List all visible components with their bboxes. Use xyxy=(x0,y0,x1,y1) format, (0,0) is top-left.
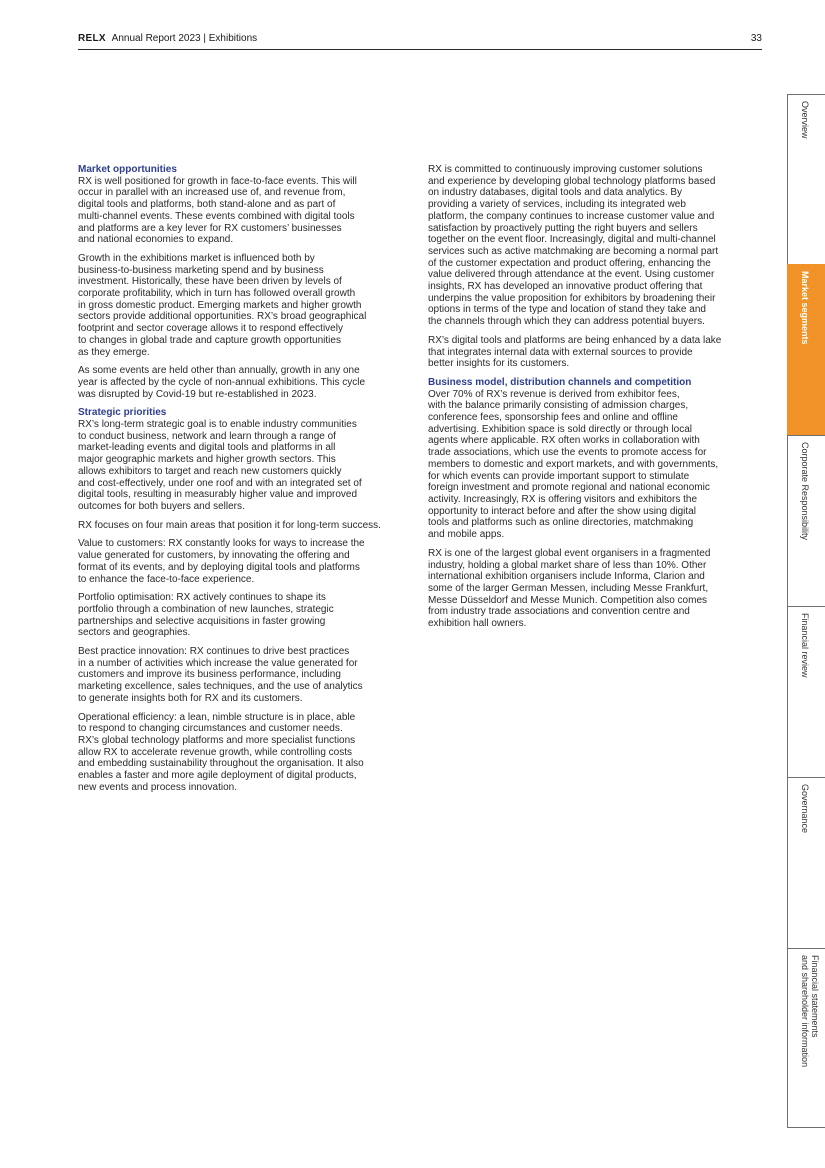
brand-name: RELX xyxy=(78,33,106,44)
market-paragraph-3: As some events are held other than annually, growth in any one year is affected by the cycle of non-annual exhibitions. This cycle was disrupted by Covid-19 but re-established in 2023. xyxy=(78,365,366,400)
section-tabs xyxy=(787,94,825,1128)
strategic-paragraph-2: RX focuses on four main areas that position it for long-term success. xyxy=(78,519,381,531)
tab-governance-label: Governance xyxy=(800,784,810,834)
tab-financial-statements-label: Financial statements and shareholder information xyxy=(800,955,820,1068)
customer-solutions-paragraph: RX is committed to continuously improving customer solutions and experience by developing global technology platforms based on industry databases, digital tools and data analytics. By providing a variety of services, including its integrated web platform, the company continues to increase customer value and satisfaction by proactively putting the right buyers and sellers together on the event floor. Increasingly, digital and multi-channel services such as active matchmaking are becoming a normal part of the customer expectation and product offering, enhancing the value delivered through attendance at the event. Using customer insights, RX has developed an innovative product offering that underpins the value proposition for exhibitors by broadening their options in terms of the type and location of stand they take and the channels through which they can address potential buyers. xyxy=(428,164,719,328)
page-number: 33 xyxy=(750,33,762,44)
tab-overview[interactable] xyxy=(787,94,825,264)
market-paragraph-1: RX is well positioned for growth in face-to-face events. This will occur in parallel with an increased use of, and revenue from, digital tools and platforms, both stand-alone and as part of multi-channel events. These events combined with digital tools and platforms are a key lever for RX customers’ businesses and national economies to expand. xyxy=(78,175,357,246)
strategic-paragraph-6: Operational efficiency: a lean, nimble structure is in place, able to respond to changing circumstances and customer needs. RX’s global technology platforms and more specialist functions allow RX to accelerate revenue growth, while controlling costs and embedding sustainability throughout the organisation. It also enables a faster and more agile deployment of digital products, new events and process innovation. xyxy=(78,711,364,793)
market-paragraph-2: Growth in the exhibitions market is influenced both by business-to-business marketing spend and by business investment. Historically, these have been driven by levels of corporate profitability, which in turn has followed overall growth in gross domestic product. Emerging markets and higher growth sectors provide additional opportunities. RX’s broad geographical footprint and sector coverage allows it to respond effectively to changes in global trade and capture growth opportunities as they emerge. xyxy=(78,252,367,358)
tab-financial-review-label: Financial review xyxy=(800,613,810,678)
strategic-priorities-heading: Strategic priorities xyxy=(78,407,167,419)
data-lake-paragraph: RX’s digital tools and platforms are being enhanced by a data lake that integrates internal data with external sources to provide better insights for its customers. xyxy=(428,334,722,370)
strategic-paragraph-3: Value to customers: RX constantly looks for ways to increase the value generated for customers, by innovating the offering and format of its events, and by deploying digital tools and platforms to enhance the face-to-face experience. xyxy=(78,538,365,585)
tab-financial-review[interactable] xyxy=(787,606,825,777)
strategic-paragraph-4: Portfolio optimisation: RX actively continues to shape its portfolio through a combination of new launches, strategic partnerships and selective acquisitions in faster growing sectors and geographies. xyxy=(78,592,334,639)
right-column xyxy=(428,164,764,637)
market-opportunities-heading: Market opportunities xyxy=(78,164,177,175)
tab-financial-statements[interactable] xyxy=(787,948,825,1128)
business-model-heading: Business model, distribution channels and competition xyxy=(428,376,692,388)
tab-corporate-responsibility-label: Corporate Responsibility xyxy=(800,442,810,541)
tab-overview-label: Overview xyxy=(800,101,810,139)
tab-governance[interactable] xyxy=(787,777,825,948)
tab-corporate-responsibility[interactable] xyxy=(787,435,825,606)
header-divider xyxy=(78,49,762,50)
business-paragraph-1: Over 70% of RX’s revenue is derived from exhibitor fees, with the balance primarily consisting of admission charges, conference fees, sponsorship fees and online and offline advertising. Exhibition space is sold directly or through local agents where applicable. RX often works in collaboration with trade associations, which use the events to promote access for members to domestic and export markets, and with governments, for which events can provide important support to stimulate foreign investment and promote regional and national economic activity. Increasingly, RX is offering visitors and exhibitors the opportunity to interact before and after the show using digital tools and platforms such as online directories, matchmaking and mobile apps. xyxy=(428,388,719,541)
tab-market-segments[interactable] xyxy=(787,264,825,435)
left-column xyxy=(78,164,411,800)
report-title: Annual Report 2023 | Exhibitions xyxy=(111,33,258,44)
tab-market-segments-label: Market segments xyxy=(800,271,810,345)
strategic-paragraph-5: Best practice innovation: RX continues to drive best practices in a number of activities which increase the value generated for customers and improve its business performance, including marketing excellence, sales techniques, and the use of analytics to generate insights both for RX and its customers. xyxy=(78,646,363,704)
page-header xyxy=(78,33,762,49)
business-paragraph-2: RX is one of the largest global event organisers in a fragmented industry, holding a global market share of less than 10%. Other international exhibition organisers include Informa, Clarion and some of the larger German Messen, including Messe Frankfurt, Messe Düsseldorf and Messe Munich. Competition also comes from industry trade associations and convention centre and exhibition hall owners. xyxy=(428,547,711,630)
strategic-paragraph-1: RX’s long-term strategic goal is to enable industry communities to conduct business, network and learn through a range of market-leading events and digital tools and platforms in all major geographic markets and higher growth sectors. This allows exhibitors to target and reach new customers quickly and cost-effectively, under one roof and with an integrated set of digital tools, resulting in measurably higher value and improved outcomes for both buyers and sellers. xyxy=(78,419,362,512)
